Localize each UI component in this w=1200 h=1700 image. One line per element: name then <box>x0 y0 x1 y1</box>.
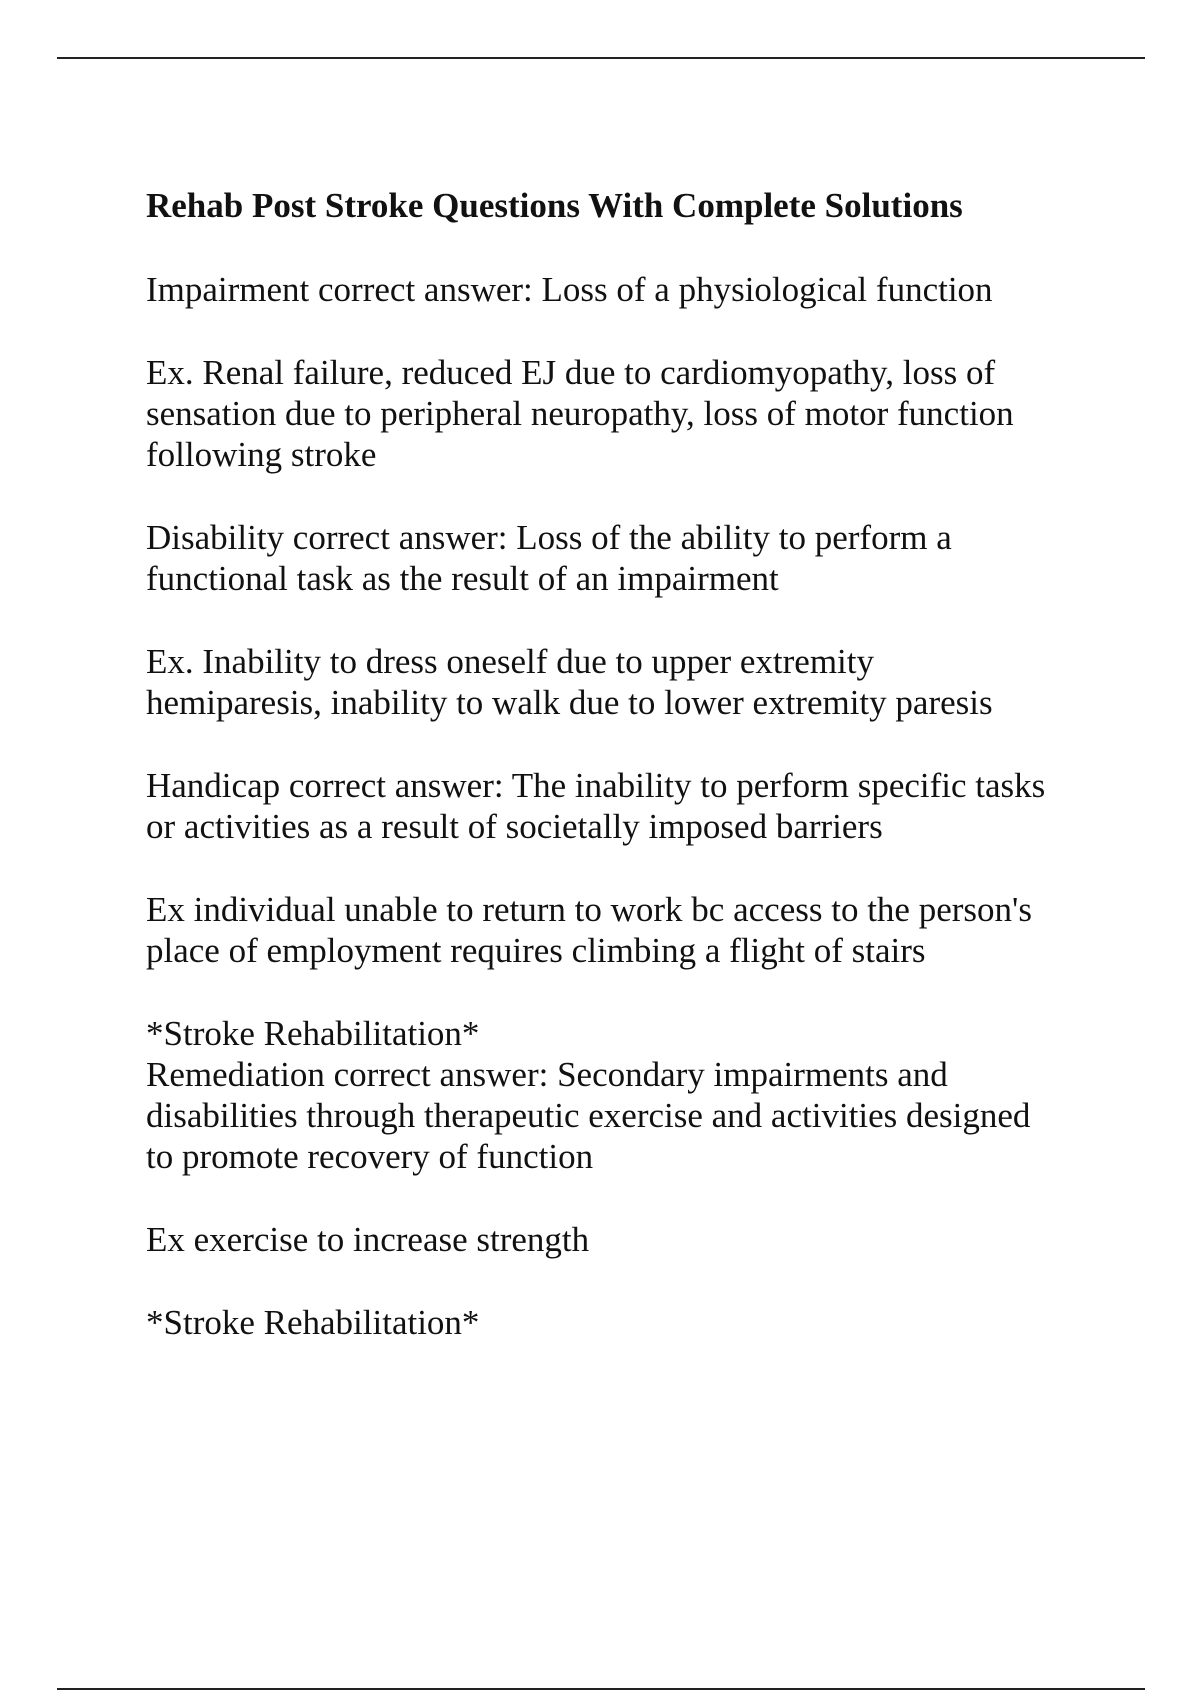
header-rule <box>57 57 1145 59</box>
text-line: place of employment requires climbing a flight of stairs <box>146 931 926 970</box>
text-line: or activities as a result of societally imposed barriers <box>146 807 883 846</box>
text-line: Ex exercise to increase strength <box>146 1220 590 1259</box>
paragraph-remediation-example <box>146 1219 1106 1260</box>
document-body <box>146 185 1106 1385</box>
section-label: *Stroke Rehabilitation* <box>146 1014 480 1053</box>
paragraph-disability-example <box>146 641 1106 723</box>
paragraph-handicap-example <box>146 889 1106 971</box>
paragraph-remediation <box>146 1013 1106 1177</box>
text-line: functional task as the result of an impairment <box>146 559 779 598</box>
text-line: Remediation correct answer: Secondary impairments and <box>146 1055 948 1094</box>
text-line: sensation due to peripheral neuropathy, loss of motor function <box>146 394 1014 433</box>
paragraph-disability <box>146 517 1106 599</box>
paragraph-handicap <box>146 765 1106 847</box>
text-line: following stroke <box>146 435 377 474</box>
paragraph-impairment <box>146 269 1106 310</box>
text-line: to promote recovery of function <box>146 1137 594 1176</box>
text-line: Ex. Inability to dress oneself due to upper extremity <box>146 642 875 681</box>
section-label: *Stroke Rehabilitation* <box>146 1303 480 1342</box>
document-title: Rehab Post Stroke Questions With Complete Solutions <box>146 186 963 225</box>
text-line: Ex. Renal failure, reduced EJ due to cardiomyopathy, loss of <box>146 353 996 392</box>
text-line: disabilities through therapeutic exercise and activities designed <box>146 1096 1031 1135</box>
paragraph-impairment-example <box>146 352 1106 475</box>
paragraph-section-label <box>146 1302 1106 1343</box>
text-line: Handicap correct answer: The inability to perform specific tasks <box>146 766 1046 805</box>
text-line: Impairment correct answer: Loss of a physiological function <box>146 270 993 309</box>
text-line: Disability correct answer: Loss of the ability to perform a <box>146 518 952 557</box>
text-line: Ex individual unable to return to work bc access to the person's <box>146 890 1032 929</box>
footer-rule <box>57 1688 1145 1690</box>
text-line: hemiparesis, inability to walk due to lower extremity paresis <box>146 683 993 722</box>
